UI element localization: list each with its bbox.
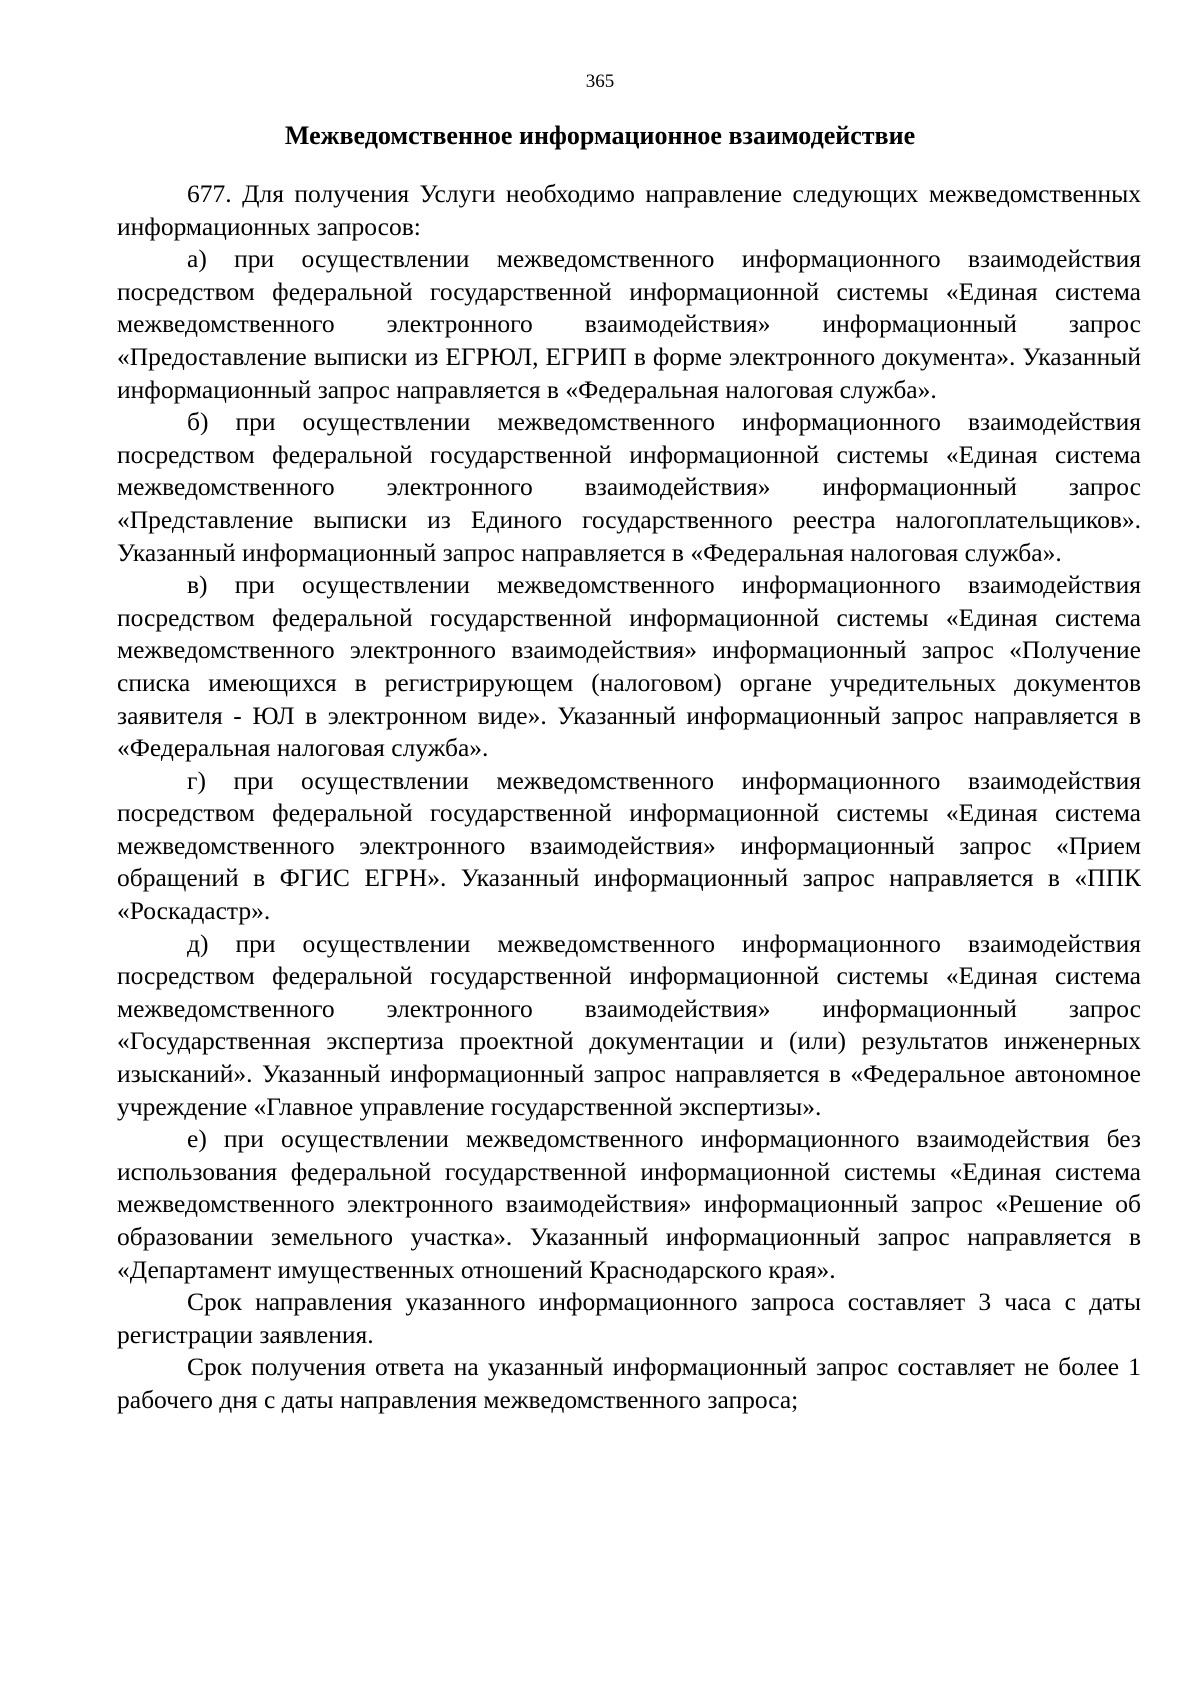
paragraph-item-g: г) при осуществлении межведомственного информационного взаимодействия посредством федеральной государственной информационной системы «Единая система межведомственного электронного взаимодействия» информационный запрос «Прием обращений в ФГИС ЕГРН». Указанный информационный запрос направляется в «ППК «Роскадастр».: [117, 765, 1141, 926]
paragraph-item-d: д) при осуществлении межведомственного информационного взаимодействия посредством федеральной государственной информационной системы «Единая система межведомственного электронного взаимодействия» информационный запрос «Государственная экспертиза проектной документации и (или) результатов инженерных изысканий». Указанный информационный запрос направляется в «Федеральное автономное учреждение «Главное управление государственной экспертизы».: [117, 928, 1141, 1121]
paragraph-request-deadline: Срок направления указанного информационного запроса составляет 3 часа с даты регистрации заявления.: [117, 1287, 1141, 1349]
paragraph-response-deadline: Срок получения ответа на указанный информационный запрос составляет не более 1 рабочего дня с даты направления межведомственного запроса;: [117, 1352, 1141, 1414]
paragraph-item-b: б) при осуществлении межведомственного информационного взаимодействия посредством федеральной государственной информационной системы «Единая система межведомственного электронного взаимодействия» информационный запрос «Представление выписки из Единого государственного реестра налогоплательщиков». Указанный информационный запрос направляется в «Федеральная налоговая служба».: [117, 407, 1141, 567]
paragraph-item-e: е) при осуществлении межведомственного информационного взаимодействия без использования федеральной государственной информационной системы «Единая система межведомственного электронного взаимодействия» информационный запрос «Решение об образовании земельного участка». Указанный информационный запрос направляется в «Департамент имущественных отношений Краснодарского края».: [117, 1124, 1141, 1284]
paragraph-item-v: в) при осуществлении межведомственного информационного взаимодействия посредством федеральной государственной информационной системы «Единая система межведомственного электронного взаимодействия» информационный запрос «Получение списка имеющихся в регистрирующем (налоговом) органе учредительных документов заявителя - ЮЛ в электронном виде». Указанный информационный запрос направляется в «Федеральная налоговая служба».: [117, 570, 1141, 763]
section-heading: Межведомственное информационное взаимодействие: [284, 121, 916, 150]
document-body: [117, 178, 1141, 1417]
paragraph-item-a: а) при осуществлении межведомственного информационного взаимодействия посредством федеральной государственной информационной системы «Единая система межведомственного электронного взаимодействия» информационный запрос «Предоставление выписки из ЕГРЮЛ, ЕГРИП в форме электронного документа». Указанный информационный запрос направляется в «Федеральная налоговая служба».: [117, 244, 1141, 404]
page-number: 365: [585, 71, 615, 92]
paragraph-intro: 677. Для получения Услуги необходимо направление следующих межведомственных информационных запросов:: [117, 179, 1141, 241]
